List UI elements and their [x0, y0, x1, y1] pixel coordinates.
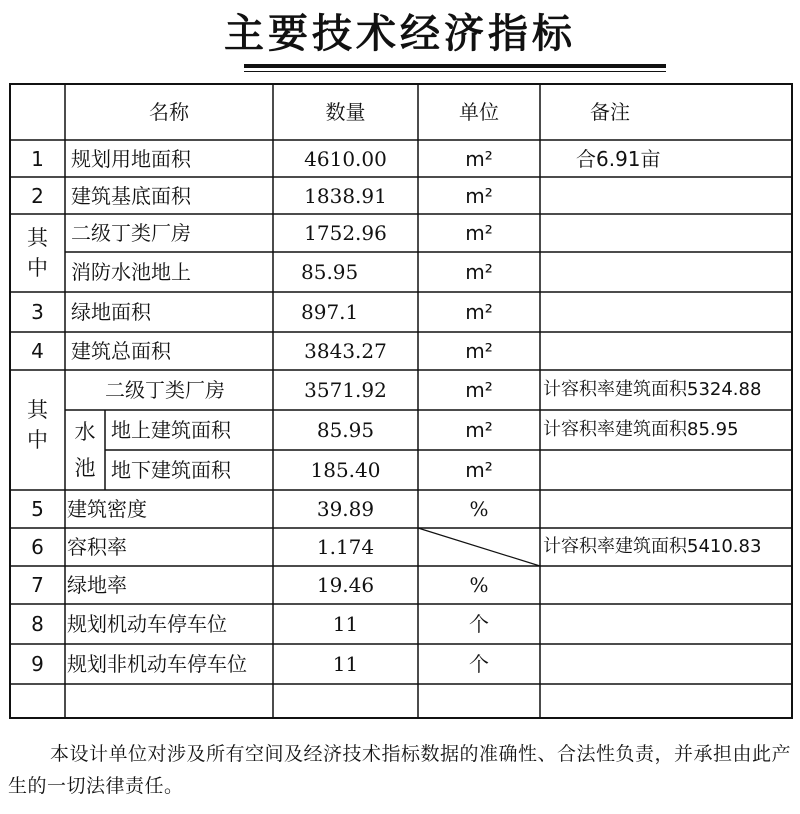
- row-unit: m²: [465, 260, 493, 284]
- group-label-char: 其: [27, 226, 48, 250]
- row-quantity: 85.95: [301, 260, 359, 284]
- row-quantity: 19.46: [316, 573, 375, 597]
- subgroup-label-char: 水: [74, 420, 96, 444]
- row-unit: m²: [465, 183, 493, 208]
- row-number: 1: [31, 146, 44, 171]
- group-label-char: 中: [27, 428, 48, 452]
- row-number: 8: [31, 612, 44, 636]
- row-unit: m²: [465, 458, 493, 482]
- group-label-area: [10, 214, 65, 292]
- header-unit: 单位: [459, 100, 499, 124]
- row-quantity: 1752.96: [304, 221, 387, 245]
- row-name: 规划非机动车停车位: [67, 652, 247, 676]
- row-unit: m²: [465, 418, 493, 442]
- row-number: 3: [31, 300, 44, 324]
- row-unit: m²: [465, 146, 493, 171]
- row-quantity: 11: [332, 652, 359, 676]
- row-name: 二级丁类厂房: [105, 378, 225, 402]
- header-quantity: 数量: [325, 100, 366, 124]
- page-title: 主要技术经济指标: [224, 11, 576, 57]
- group-label-char: 中: [27, 256, 48, 280]
- row-quantity: 1.174: [316, 535, 375, 559]
- row-unit: 个: [469, 652, 489, 676]
- row-quantity: 11: [332, 612, 359, 636]
- row-quantity: 185.40: [310, 458, 381, 482]
- row-quantity: 1838.91: [304, 183, 387, 208]
- header-note: 备注: [590, 100, 630, 124]
- row-unit: m²: [465, 300, 493, 324]
- row-name: 绿地面积: [71, 300, 151, 324]
- row-number: 6: [31, 535, 44, 559]
- header-name: 名称: [149, 100, 189, 124]
- subgroup-label-pool: [65, 410, 105, 490]
- group-label-total: [10, 370, 65, 490]
- row-name: 规划用地面积: [71, 146, 191, 171]
- row-unit: m²: [465, 378, 493, 402]
- row-note: 计容积率建筑面积85.95: [543, 419, 739, 440]
- row-quantity: 897.1: [301, 300, 359, 324]
- row-name: 规划机动车停车位: [67, 612, 227, 636]
- row-quantity: 4610.00: [304, 146, 387, 171]
- row-quantity: 3571.92: [304, 378, 387, 402]
- row-unit: %: [469, 497, 489, 521]
- row-note: 计容积率建筑面积5324.88: [543, 379, 762, 400]
- row-name: 地下建筑面积: [111, 458, 231, 482]
- group-label-char: 其: [27, 398, 48, 422]
- row-quantity: 39.89: [316, 497, 375, 521]
- row-note: 合6.91亩: [576, 146, 661, 171]
- liability-statement: 本设计单位对涉及所有空间及经济技术指标数据的准确性、合法性负责，并承担由此产生的一切法律责任。: [8, 743, 792, 797]
- row-unit: m²: [465, 221, 493, 245]
- row-unit: %: [469, 573, 489, 597]
- row-number: 5: [31, 497, 44, 521]
- row-unit: m²: [465, 339, 493, 363]
- row-name: 建筑总面积: [71, 339, 171, 363]
- row-name: 容积率: [67, 535, 127, 559]
- subgroup-label-char: 池: [74, 456, 96, 480]
- row-note: 计容积率建筑面积5410.83: [543, 536, 762, 557]
- row-name: 绿地率: [67, 573, 127, 597]
- row-unit: 个: [469, 612, 489, 636]
- row-name: 地上建筑面积: [111, 418, 231, 442]
- row-number: 2: [31, 183, 44, 208]
- row-quantity: 85.95: [316, 418, 375, 442]
- row-number: 4: [31, 339, 44, 363]
- row-name: 消防水池地上: [71, 260, 191, 284]
- row-number: 9: [31, 652, 44, 676]
- row-name: 建筑密度: [67, 497, 147, 521]
- row-quantity: 3843.27: [304, 339, 387, 363]
- row-name: 二级丁类厂房: [71, 221, 191, 245]
- row-number: 7: [31, 573, 44, 597]
- row-name: 建筑基底面积: [71, 183, 191, 208]
